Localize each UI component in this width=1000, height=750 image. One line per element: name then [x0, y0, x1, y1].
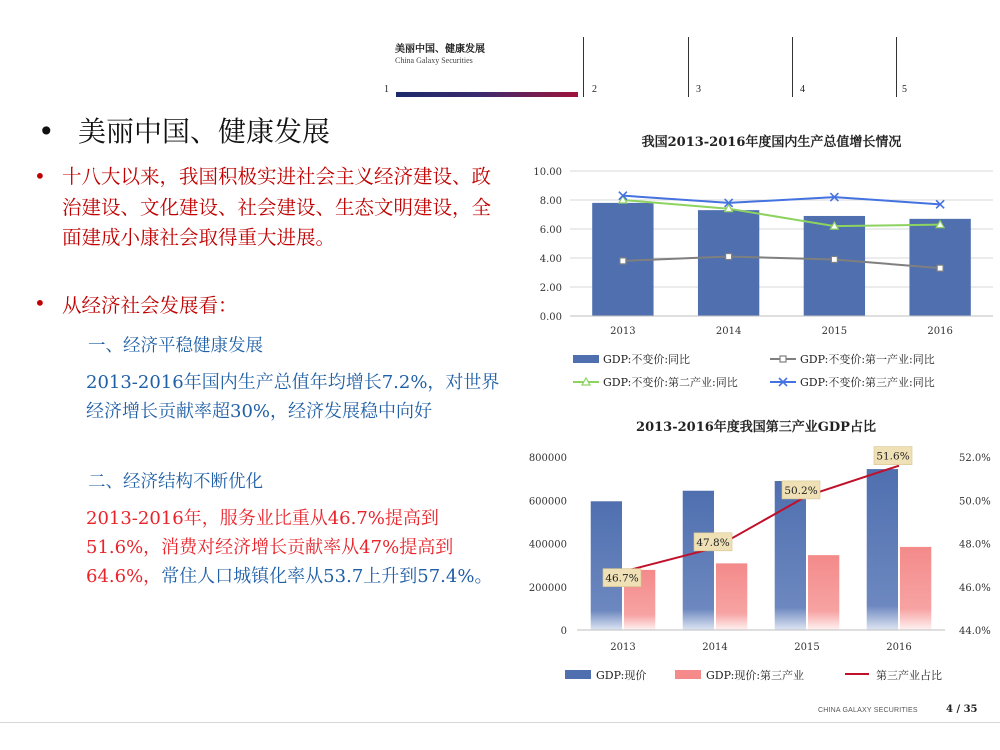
footer-divider: [0, 722, 1000, 723]
chart2-data-label: 46.7%: [605, 572, 639, 585]
chart1-line-point: [726, 254, 732, 260]
chart1-ytick-label: 0.00: [539, 312, 562, 323]
chart1-bar-gdp: [804, 216, 865, 316]
chart1-legend-label: GDP:不变价:第三产业:同比: [800, 376, 935, 389]
chart2-legend-label: GDP:现价:第三产业: [706, 669, 805, 682]
chart2-ytick-label: 0: [560, 626, 567, 637]
bullet-icon: •: [38, 115, 55, 148]
chart1-line-point: [831, 256, 837, 262]
chart2-xtick-label: 2015: [794, 642, 820, 653]
chart1-xtick-label: 2014: [715, 326, 742, 337]
nav-tab-3[interactable]: 3: [696, 84, 701, 95]
subsection-title-1: 一、经济平稳健康发展: [88, 336, 263, 356]
chart1-legend-label: GDP:不变价:第二产业:同比: [603, 376, 738, 389]
chart1-xtick-label: 2015: [821, 326, 848, 337]
chart1-ytick-label: 6.00: [539, 225, 562, 236]
chart2-line-share: [623, 466, 899, 572]
chart2-bar-tertiary: [900, 547, 931, 630]
bullet-paragraph-2: 从经济社会发展看：: [62, 294, 238, 317]
chart2-legend-label: 第三产业占比: [876, 669, 942, 682]
nav-tab-4[interactable]: 4: [800, 84, 805, 95]
header-section-title: 美丽中国、健康发展: [395, 44, 485, 55]
bullet-paragraph-1: 十八大以来，我国积极实进社会主义经济建设、政治建设、文化建设、社会建设、生态文明建设，全面建成小康社会取得重大进展。: [62, 165, 492, 249]
nav-tab-2[interactable]: 2: [592, 84, 597, 95]
chart2-xtick-label: 2013: [610, 642, 636, 653]
chart2-ytick-label: 800000: [528, 453, 567, 464]
chart2-bar-tertiary: [716, 563, 747, 630]
chart1-bar-gdp: [698, 210, 759, 316]
chart2-xtick-label: 2016: [886, 642, 912, 653]
chart2-xtick-label: 2014: [702, 642, 728, 653]
header-company: China Galaxy Securities: [395, 56, 473, 65]
chart1-legend-swatch: [573, 355, 599, 363]
chart2-bar-gdp: [683, 491, 714, 630]
chart1-line-point: [937, 265, 943, 271]
chart2-legend-swatch: [675, 670, 701, 679]
chart2-y2tick-label: 46.0%: [959, 582, 991, 594]
chart1-xtick-label: 2016: [927, 326, 953, 337]
chart2-bar-gdp: [591, 501, 622, 630]
chart2-data-label: 47.8%: [696, 536, 730, 549]
subsection-text-2-red: 2013-2016年，服务业比重从46.7%提高到51.6%，消费对经济增长贡献率从47%提高到64.6%，: [86, 508, 454, 587]
chart2-y2tick-label: 44.0%: [959, 626, 991, 637]
chart2-y2tick-label: 48.0%: [959, 539, 991, 551]
nav-tab-1[interactable]: 1: [384, 84, 389, 95]
subsection-text-1: 2013-2016年国内生产总值年均增长7.2%，对世界经济增长贡献率超30%，经济发展稳中向好: [86, 372, 500, 422]
chart2-ytick-label: 600000: [528, 496, 567, 508]
bullet-icon: •: [34, 291, 46, 315]
nav-tab-5[interactable]: 5: [902, 84, 907, 95]
chart2-title: 2013-2016年度我国第三产业GDP占比: [636, 420, 876, 435]
chart2-data-label: 50.2%: [784, 484, 818, 497]
chart1-ytick-label: 4.00: [539, 254, 562, 265]
chart2-ytick-label: 200000: [528, 582, 567, 594]
page-heading-text: 美丽中国、健康发展: [78, 115, 331, 148]
page-number: 4 / 35: [946, 704, 978, 715]
chart1-xtick-label: 2013: [610, 326, 636, 337]
bullet-icon: •: [34, 164, 46, 188]
chart1-legend-marker: [780, 356, 786, 362]
subsection-title-2: 二、经济结构不断优化: [88, 472, 263, 492]
chart2-legend-swatch: [565, 670, 591, 679]
chart1-ytick-label: 2.00: [539, 283, 562, 294]
chart2-data-label: 51.6%: [876, 450, 910, 463]
chart1-title: 我国2013-2016年度国内生产总值增长情况: [641, 135, 902, 150]
chart2-legend-label: GDP:现价: [596, 669, 647, 682]
footer-brand: CHINA GALAXY SECURITIES: [818, 707, 918, 714]
chart2-bar-tertiary: [808, 555, 839, 630]
chart1-ytick-label: 8.00: [539, 196, 562, 207]
chart1-line-point: [620, 258, 626, 264]
chart1-ytick-label: 10.00: [533, 167, 562, 178]
chart2-y2tick-label: 52.0%: [959, 453, 991, 464]
chart1-line-series: [623, 200, 940, 226]
subsection-text-2-blue: 常住人口城镇化率从53.7上升到57.4%。: [161, 566, 493, 587]
chart1-legend-label: GDP:不变价:同比: [603, 353, 691, 366]
chart2-y2tick-label: 50.0%: [959, 496, 991, 508]
chart1-legend-label: GDP:不变价:第一产业:同比: [800, 353, 935, 366]
chart2-bar-gdp: [775, 481, 806, 630]
chart2-ytick-label: 400000: [528, 539, 567, 551]
chart2-bar-gdp: [867, 469, 898, 630]
